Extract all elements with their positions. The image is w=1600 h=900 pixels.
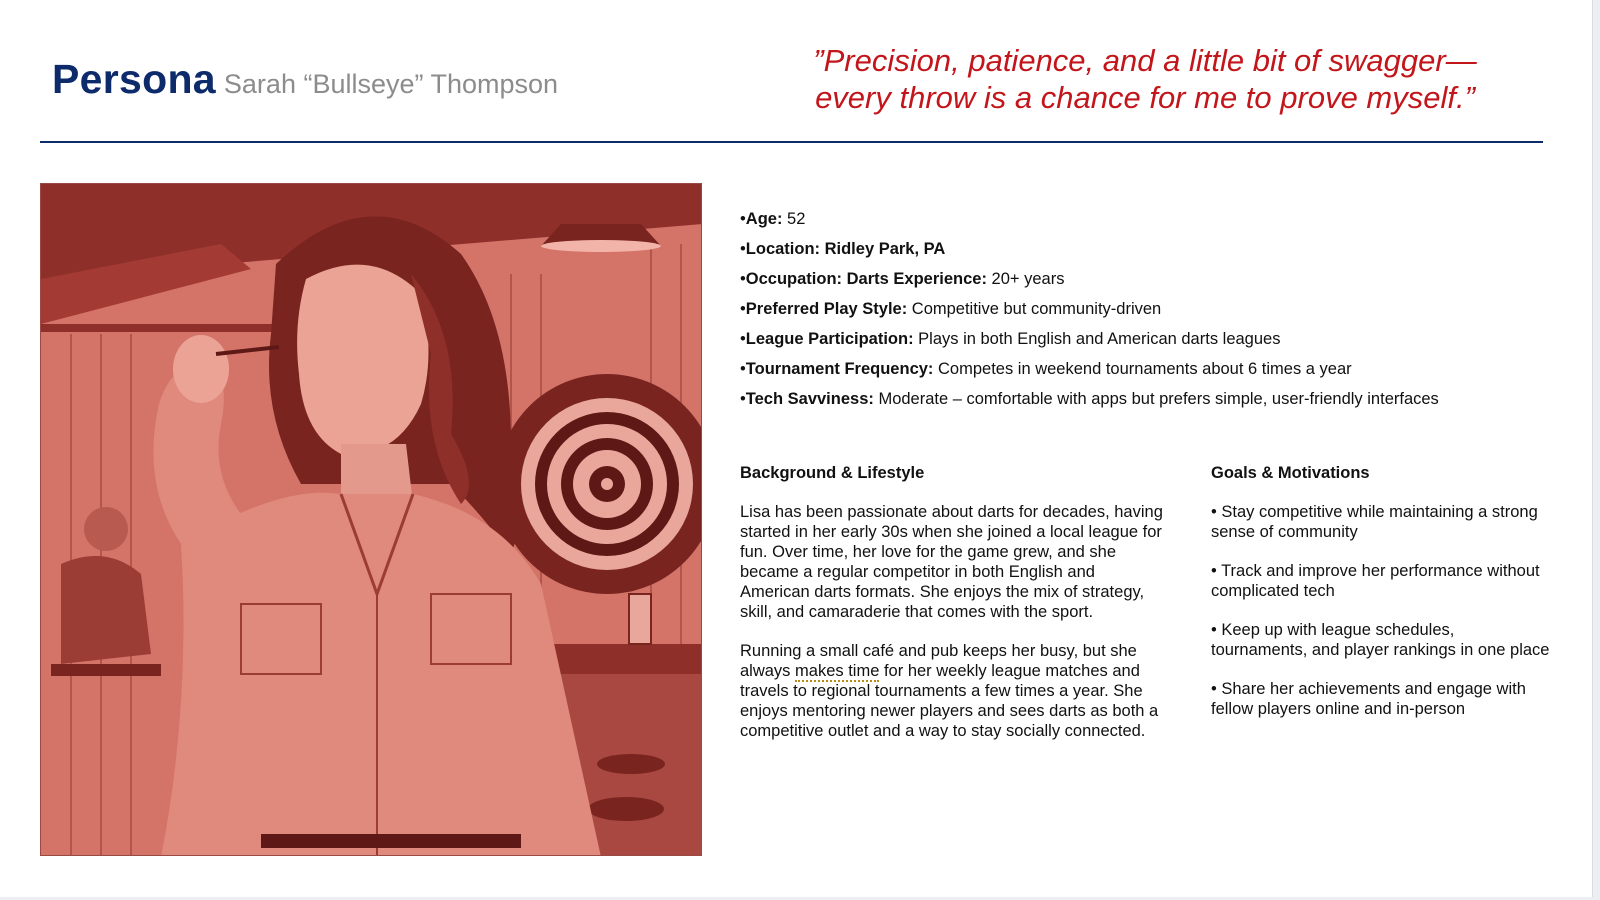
- quote-line-1: ”Precision, patience, and a little bit of swagger—: [813, 43, 1477, 78]
- page-header: [52, 56, 558, 103]
- fact-location: •Location: Ridley Park, PA: [740, 240, 946, 258]
- persona-quote: [745, 42, 1545, 116]
- persona-facts: [740, 204, 1580, 414]
- background-heading: Background & Lifestyle: [740, 464, 925, 482]
- goal-item: • Keep up with league schedules, tournaments, and player rankings in one place: [1211, 621, 1550, 659]
- goals-section: [1211, 464, 1551, 738]
- goal-item: • Track and improve her performance without complicated tech: [1211, 562, 1540, 600]
- quote-line-2: every throw is a chance for me to prove myself.”: [815, 80, 1475, 115]
- page-title: Persona: [52, 56, 216, 102]
- fact-play-style: •Preferred Play Style: Competitive but community-driven: [740, 300, 1162, 318]
- header-divider: [40, 141, 1543, 143]
- flagged-phrase[interactable]: makes time: [795, 662, 880, 680]
- fact-tech: •Tech Savviness: Moderate – comfortable with apps but prefers simple, user-friendly interfaces: [740, 390, 1439, 408]
- scrollbar-edge: [1592, 0, 1600, 900]
- persona-name: Sarah “Bullseye” Thompson: [223, 69, 559, 99]
- goal-item: • Stay competitive while maintaining a strong sense of community: [1211, 503, 1538, 541]
- goal-item: • Share her achievements and engage with fellow players online and in-person: [1211, 680, 1526, 718]
- fact-league: •League Participation: Plays in both English and American darts leagues: [740, 330, 1281, 348]
- goals-heading: Goals & Motivations: [1211, 464, 1370, 482]
- fact-experience: •Occupation: Darts Experience: 20+ years: [740, 270, 1065, 288]
- fact-tournament: •Tournament Frequency: Competes in weekend tournaments about 6 times a year: [740, 360, 1352, 378]
- background-paragraph-1: Lisa has been passionate about darts for decades, having started in her early 30s when she joined a local league for fun. Over time, her love for the game grew, and she became a regular competitor in both English and American darts formats. She enjoys the mix of strategy, skill, and camaraderie that comes with the sport.: [740, 503, 1163, 621]
- fact-age: •Age: 52: [740, 210, 806, 228]
- background-paragraph-2: Running a small café and pub keeps her busy, but she always makes time for her weekly league matches and travels to regional tournaments a few times a year. She enjoys mentoring newer players and sees darts as both a competitive outlet and a way to stay socially connected.: [740, 642, 1159, 740]
- persona-photo: [40, 183, 702, 856]
- background-section: [740, 464, 1165, 760]
